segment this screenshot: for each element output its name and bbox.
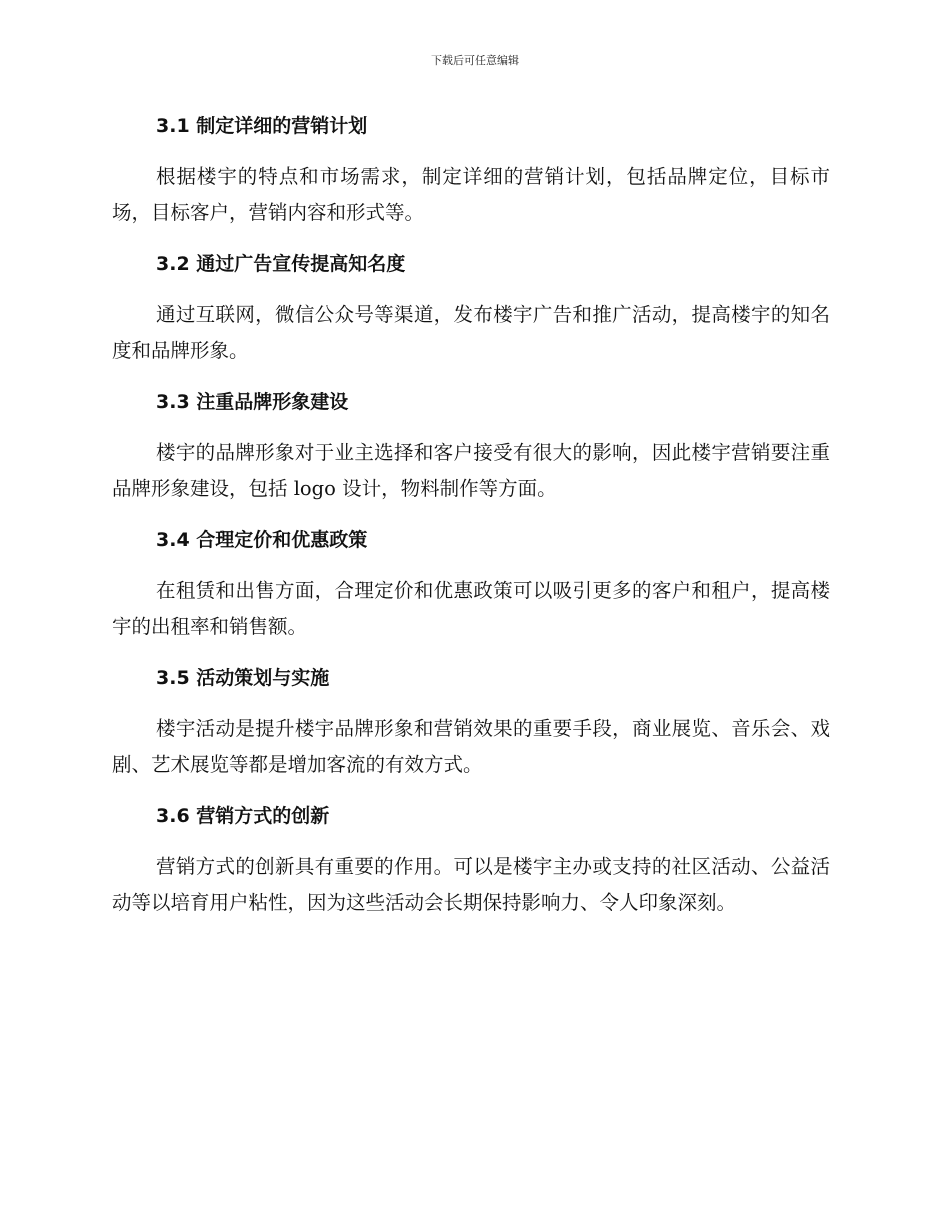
page-header-note: 下载后可任意编辑 — [431, 54, 519, 67]
section-heading: 3.4 合理定价和优惠政策 — [156, 529, 368, 551]
section-paragraph: 在租赁和出售方面，合理定价和优惠政策可以吸引更多的客户和租户，提高楼宇的出租率和销售额。 — [112, 579, 830, 638]
section-3-6 — [112, 800, 830, 921]
document-content — [112, 110, 830, 938]
section-heading: 3.6 营销方式的创新 — [156, 805, 330, 827]
section-paragraph: 通过互联网，微信公众号等渠道，发布楼宇广告和推广活动，提高楼宇的知名度和品牌形象。 — [112, 303, 830, 362]
section-3-2 — [112, 248, 830, 369]
section-3-1 — [112, 110, 830, 231]
section-3-3 — [112, 386, 830, 507]
section-heading: 3.2 通过广告宣传提高知名度 — [156, 253, 406, 275]
section-paragraph: 营销方式的创新具有重要的作用。可以是楼宇主办或支持的社区活动、公益活动等以培育用户粘性，因为这些活动会长期保持影响力、令人印象深刻。 — [112, 855, 830, 914]
section-paragraph: 根据楼宇的特点和市场需求，制定详细的营销计划，包括品牌定位，目标市场，目标客户，营销内容和形式等。 — [112, 165, 830, 224]
section-heading: 3.1 制定详细的营销计划 — [156, 115, 368, 137]
section-heading: 3.5 活动策划与实施 — [156, 667, 330, 689]
section-paragraph: 楼宇的品牌形象对于业主选择和客户接受有很大的影响，因此楼宇营销要注重品牌形象建设，包括 logo 设计，物料制作等方面。 — [112, 441, 830, 500]
section-heading: 3.3 注重品牌形象建设 — [156, 391, 349, 413]
section-3-5 — [112, 662, 830, 783]
section-3-4 — [112, 524, 830, 645]
section-paragraph: 楼宇活动是提升楼宇品牌形象和营销效果的重要手段，商业展览、音乐会、戏剧、艺术展览等都是增加客流的有效方式。 — [112, 717, 830, 776]
